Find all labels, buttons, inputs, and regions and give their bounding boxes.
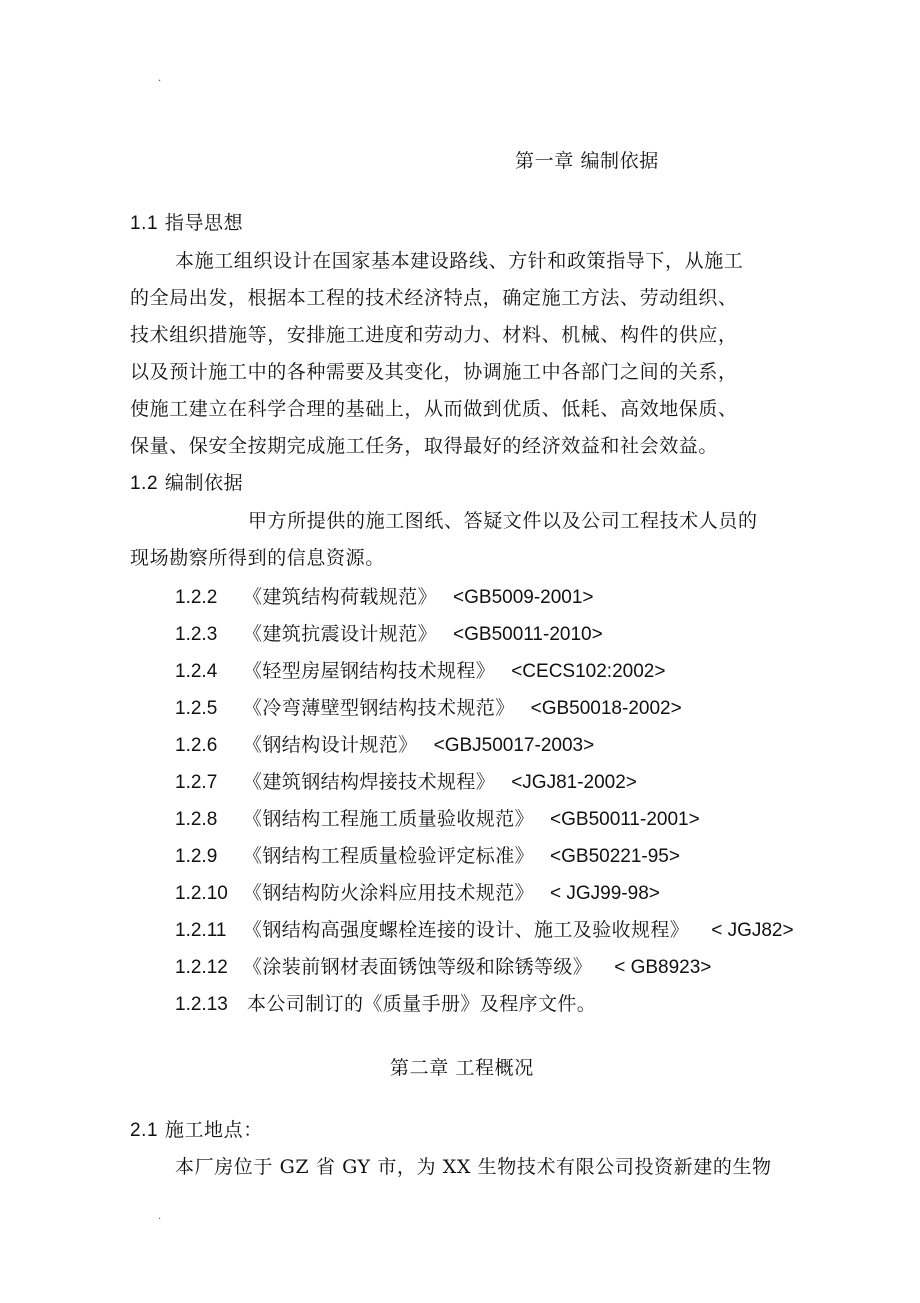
section-2-1-paragraph: 本厂房位于 GZ 省 GY 市，为 XX 生物技术有限公司投资新建的生物: [175, 1156, 772, 1178]
section-1-1-heading: [130, 211, 243, 236]
reference-number: 1.2.12: [175, 957, 228, 978]
section-2-1-heading: [130, 1118, 263, 1143]
reference-title: 本公司制订的《质量手册》及程序文件。: [247, 993, 597, 1015]
reference-title: 《钢结构高强度螺栓连接的设计、施工及验收规程》: [243, 919, 690, 941]
reference-number: 1.2.2: [175, 587, 218, 608]
reference-title: 《涂装前钢材表面锈蚀等级和除锈等级》: [243, 956, 593, 978]
corner-mark: .: [158, 73, 162, 84]
reference-title: 《建筑抗震设计规范》: [243, 623, 438, 645]
section-number: 1.2: [130, 473, 159, 494]
reference-item: [175, 881, 660, 906]
reference-item: [175, 844, 680, 869]
section-number: 1.1: [130, 213, 159, 234]
section-title: 指导思想: [164, 212, 244, 234]
reference-number: 1.2.10: [175, 883, 228, 904]
reference-number: 1.2.6: [175, 735, 218, 756]
reference-title: 《建筑钢结构焊接技术规程》: [243, 771, 496, 793]
reference-number: 1.2.5: [175, 698, 218, 719]
section-number: 2.1: [130, 1120, 159, 1141]
section-title: 施工地点：: [164, 1119, 263, 1141]
reference-number: 1.2.8: [175, 809, 218, 830]
paragraph-line: 使施工建立在科学合理的基础上，从而做到优质、低耗、高效地保质、: [130, 398, 738, 420]
section-title: 编制依据: [164, 472, 244, 494]
reference-standard: <GB50221-95>: [550, 846, 680, 867]
reference-item: [175, 955, 711, 980]
reference-title: 《钢结构防火涂料应用技术规范》: [243, 882, 535, 904]
reference-item: [175, 585, 594, 610]
paragraph-line: 保量、保安全按期完成施工任务，取得最好的经济效益和社会效益。: [130, 435, 719, 457]
reference-number: 1.2.13: [175, 994, 228, 1015]
reference-standard: < JGJ82>: [711, 920, 794, 941]
reference-standard: <GB5009-2001>: [453, 587, 594, 608]
reference-title: 《冷弯薄壁型钢结构技术规范》: [243, 697, 515, 719]
paragraph-line: 本施工组织设计在国家基本建设路线、方针和政策指导下，从施工: [175, 250, 744, 272]
paragraph-line: 现场勘察所得到的信息资源。: [130, 547, 385, 569]
reference-standard: <GB50011-2010>: [453, 624, 603, 645]
reference-item: [175, 733, 594, 758]
reference-title: 《钢结构设计规范》: [243, 734, 418, 756]
reference-number: 1.2.7: [175, 772, 218, 793]
reference-standard: <GB50011-2001>: [550, 809, 700, 830]
reference-item: [175, 992, 596, 1017]
reference-title: 《轻型房屋钢结构技术规程》: [243, 660, 496, 682]
reference-number: 1.2.4: [175, 661, 218, 682]
chapter-1-title: 第一章 编制依据: [515, 150, 659, 172]
reference-item: [175, 659, 665, 684]
reference-number: 1.2.3: [175, 624, 218, 645]
reference-item: [175, 770, 637, 795]
reference-title: 《钢结构工程质量检验评定标准》: [243, 845, 535, 867]
reference-item: [175, 696, 682, 721]
reference-standard: <JGJ81-2002>: [511, 772, 637, 793]
paragraph-line: 的全局出发，根据本工程的技术经济特点，确定施工方法、劳动组织、: [130, 287, 738, 309]
reference-number: 1.2.11: [175, 920, 227, 941]
reference-number: 1.2.9: [175, 846, 218, 867]
paragraph-line: 以及预计施工中的各种需要及其变化，协调施工中各部门之间的关系，: [130, 361, 738, 383]
reference-standard: < GB8923>: [614, 957, 712, 978]
reference-standard: < JGJ99-98>: [550, 883, 660, 904]
reference-item: [175, 918, 794, 943]
reference-title: 《钢结构工程施工质量验收规范》: [243, 808, 535, 830]
reference-standard: <GBJ50017-2003>: [433, 735, 595, 756]
reference-standard: <GB50018-2002>: [530, 698, 682, 719]
chapter-2-title: 第二章 工程概况: [390, 1057, 534, 1079]
reference-item: [175, 622, 603, 647]
reference-standard: <CECS102:2002>: [511, 661, 666, 682]
paragraph-line: 技术组织措施等，安排施工进度和劳动力、材料、机械、构件的供应，: [130, 324, 738, 346]
paragraph-line: 甲方所提供的施工图纸、答疑文件以及公司工程技术人员的: [248, 510, 758, 532]
corner-mark: .: [158, 1211, 162, 1222]
section-1-2-heading: [130, 471, 243, 496]
reference-item: [175, 807, 700, 832]
reference-title: 《建筑结构荷载规范》: [243, 586, 438, 608]
